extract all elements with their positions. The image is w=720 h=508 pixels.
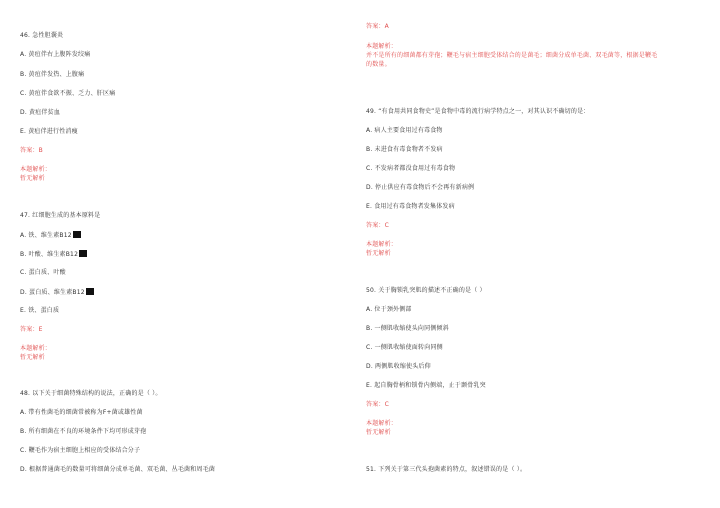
- question-title: 50. 关于胸锁乳突肌的描述不正确的是（ ）: [366, 287, 486, 294]
- option-b: B. 未进食有毒食物者不发病: [366, 146, 443, 153]
- question-title: 46. 急性胆囊炎: [20, 32, 64, 39]
- option-b: B. 所有细菌在不良的环境条件下均可形成芽孢: [20, 428, 147, 435]
- option-a: A. 黄疸伴右上腹阵发绞痛: [20, 51, 91, 58]
- analysis-label: 本题解析：: [366, 43, 398, 50]
- option-e: E. 黄疸伴进行性消瘦: [20, 128, 78, 135]
- answer: 答案：E: [20, 326, 43, 333]
- question-title: 49. “有食用共同食物史”是食物中毒的流行病学特点之一，对其认识不确切的是：: [366, 108, 590, 115]
- option-c: C. 不发病者都没食用过有毒食物: [366, 165, 456, 172]
- redaction-block: [86, 288, 94, 295]
- analysis-label: 本题解析：: [20, 166, 52, 173]
- option-c: C. 一侧肌收缩使面转向同侧: [366, 344, 443, 351]
- analysis-label: 本题解析：: [366, 241, 398, 248]
- option-e: E. 铁、蛋白质: [20, 307, 60, 314]
- option-e: E. 食用过有毒食物者发集体发病: [366, 203, 455, 210]
- option-a: A. 病人主要食用过有毒食物: [366, 127, 443, 134]
- option-c: C. 蛋白质、叶酸: [20, 269, 66, 276]
- redaction-block: [79, 250, 87, 257]
- answer: 答案：C: [366, 401, 389, 408]
- option-d: D. 根据普通菌毛的数量可将细菌分成单毛菌、双毛菌、丛毛菌和周毛菌: [20, 466, 216, 473]
- option-c: C. 黄疸伴食欲不振、乏力、肝区痛: [20, 90, 116, 97]
- question-title: 51. 下列关于第三代头孢菌素的特点，叙述错误的是（ ）。: [366, 466, 527, 473]
- analysis-text-cont: 的数量。: [366, 61, 391, 68]
- option-d: D. 黄疸伴贫血: [20, 109, 61, 116]
- option-a: A. 带有性菌毛的细菌常被称为F+菌或雄性菌: [20, 409, 143, 416]
- option-e: E. 起自胸骨柄和锁骨内侧端，止于颞骨乳突: [366, 382, 486, 389]
- analysis-text: 暂无解析: [366, 429, 391, 436]
- option-c: C. 鞭毛作为宿主细胞上相应的受体结合分子: [20, 447, 141, 454]
- analysis-text: 暂无解析: [20, 354, 45, 361]
- analysis-label: 本题解析：: [20, 345, 52, 352]
- option-a: A. 铁、维生素B12: [20, 231, 81, 240]
- option-d: D. 蛋白质、维生素B12: [20, 288, 94, 297]
- answer: 答案：B: [20, 147, 43, 154]
- option-b: B. 一侧肌收缩使头向同侧倾斜: [366, 325, 449, 332]
- analysis-text: 暂无解析: [20, 175, 45, 182]
- question-title: 48. 以下关于细菌特殊结构的说法，正确的是（ ）。: [20, 390, 162, 397]
- answer: 答案：A: [366, 23, 389, 30]
- option-b: B. 黄疸伴发热、上腹痛: [20, 71, 85, 78]
- option-b: B. 叶酸、维生素B12: [20, 250, 87, 259]
- answer: 答案：C: [366, 222, 389, 229]
- analysis-text: 并不是所有的细菌都有芽孢；鞭毛与宿主细胞受体结合的是菌毛；细菌分成单毛菌、双毛菌等，根据是鞭毛: [366, 52, 658, 59]
- option-d: D. 两侧肌收缩使头后仰: [366, 363, 431, 370]
- option-d: D. 停止供应有毒食物后不会再有新病例: [366, 184, 475, 191]
- option-a: A. 位于颈外侧部: [366, 306, 412, 313]
- analysis-text: 暂无解析: [366, 250, 391, 257]
- redaction-block: [73, 231, 81, 238]
- analysis-label: 本题解析：: [366, 420, 398, 427]
- question-title: 47. 红细胞生成的基本原料是: [20, 212, 101, 219]
